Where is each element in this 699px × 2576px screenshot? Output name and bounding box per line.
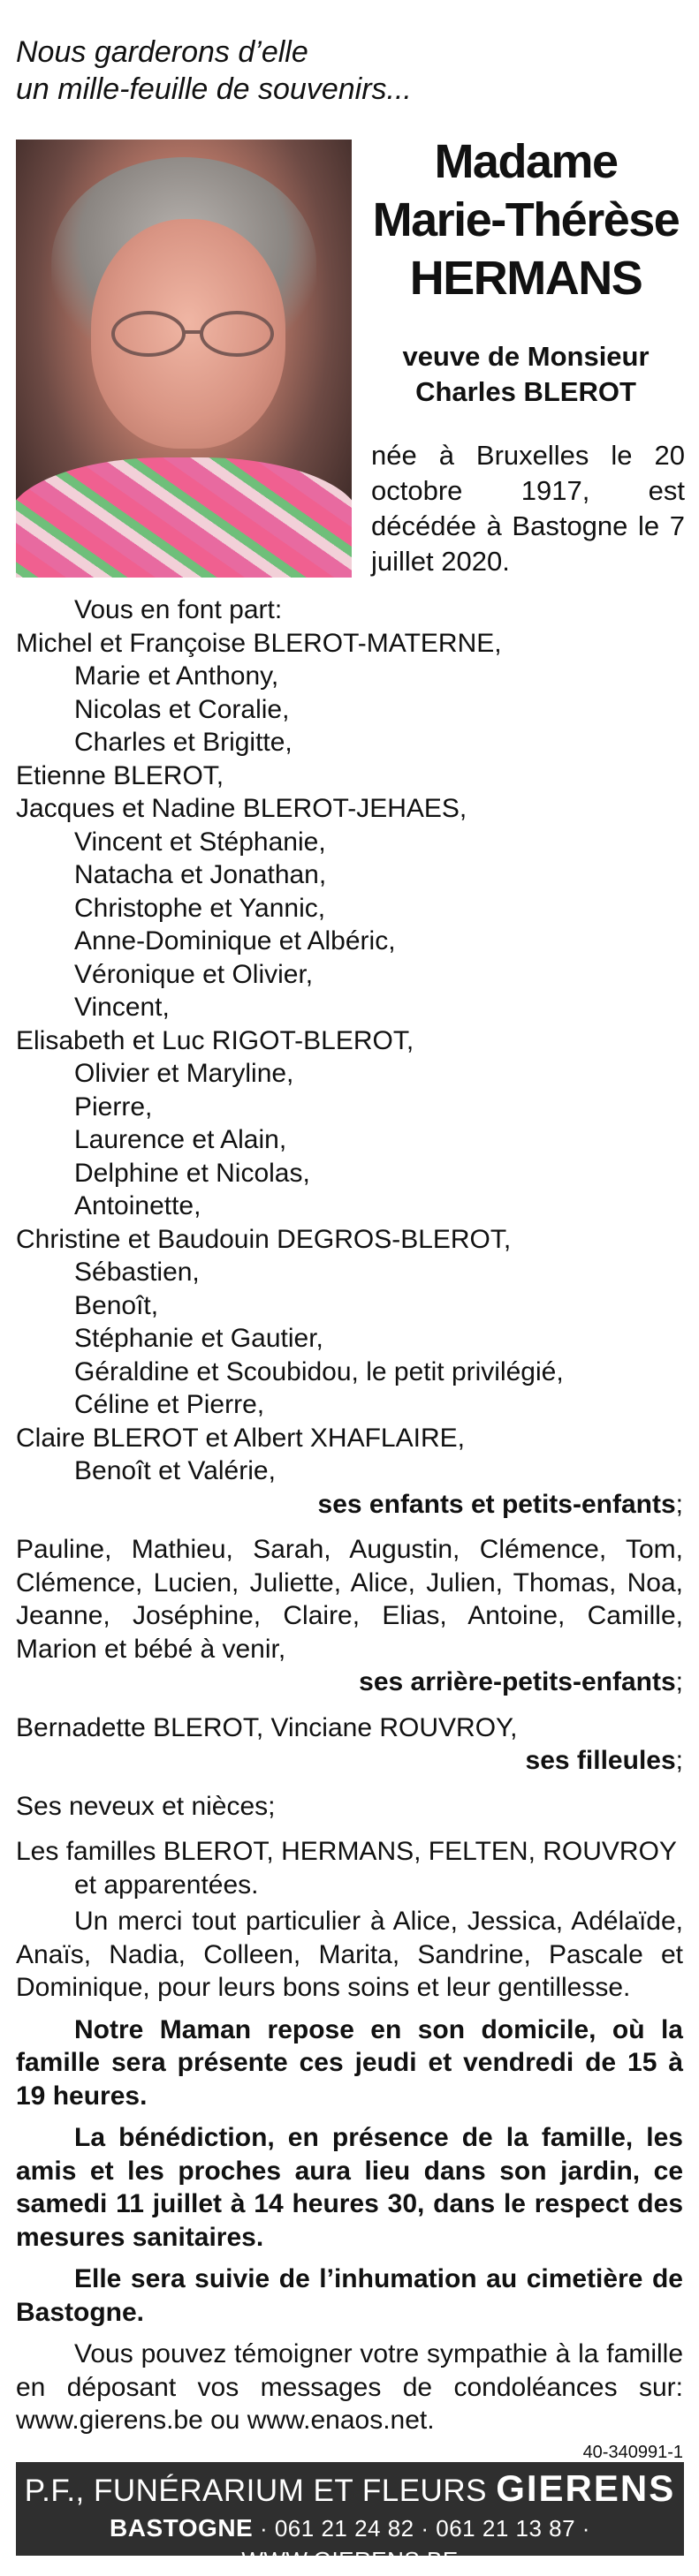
great-grandchildren-list: Pauline, Mathieu, Sarah, Augustin, Clémence, Tom, Clémence, Lucien, Juliette, Alice, Julien, Thomas, Noa, Jeanne, Joséphine, Claire, Elias, Antoine, Camille, Marion et bébé à venir,	[16, 1535, 683, 1664]
quote-line-1: Nous garderons d’elle	[16, 35, 308, 69]
family-member-line: Véronique et Olivier,	[74, 959, 314, 989]
footer-line-2	[16, 2512, 684, 2576]
footer-prefix: P.F., FUNÉRARIUM ET FLEURS	[24, 2474, 487, 2508]
widow-line-1: veuve de Monsieur	[402, 341, 650, 372]
reference-number: 40-340991-1	[582, 2442, 683, 2462]
family-member-line: Stéphanie et Gautier,	[74, 1324, 323, 1353]
widow-of	[362, 339, 689, 410]
family-member-line: Marie et Anthony,	[74, 661, 279, 691]
footer-contacts: · 061 21 24 82 · 061 21 13 87 · WWW.GIERENS.BE	[241, 2515, 590, 2573]
funeral-home-footer	[16, 2462, 684, 2573]
quote-line-2: un mille-feuille de souvenirs...	[16, 72, 412, 106]
blessing-paragraph: La bénédiction, en présence de la famille, les amis et les proches aura lieu dans son jardin, ce samedi 11 juillet à 14 heures 30, dans le respect des mesures sanitaires.	[16, 2123, 683, 2252]
family-member-line: Antoinette,	[74, 1191, 201, 1220]
family-member-line: Céline et Pierre,	[74, 1390, 265, 1419]
family-member-line: Géraldine et Scoubidou, le petit privilégié,	[74, 1356, 564, 1386]
family-member-line: Michel et Françoise BLEROT-MATERNE,	[16, 628, 502, 658]
header-quote	[16, 34, 475, 108]
condolences-paragraph: Vous pouvez témoigner votre sympathie à la famille en déposant vos messages de condoléances sur: www.gierens.be ou www.enaos.net.	[16, 2339, 683, 2435]
family-member-line: Sébastien,	[74, 1258, 200, 1287]
portrait-photo	[16, 140, 352, 578]
goddaughters-label: ses filleules;	[525, 1746, 683, 1775]
great-grandchildren-label: ses arrière-petits-enfants;	[359, 1667, 683, 1696]
goddaughters-list: Bernadette BLEROT, Vinciane ROUVROY,	[16, 1712, 518, 1742]
family-member-line: Laurence et Alain,	[74, 1125, 287, 1154]
family-member-line: Olivier et Maryline,	[74, 1059, 294, 1088]
family-member-line: Pierre,	[74, 1092, 153, 1122]
footer-brand: GIERENS	[496, 2467, 676, 2509]
widow-line-2: Charles BLEROT	[415, 376, 636, 407]
family-member-line: Benoît et Valérie,	[74, 1456, 276, 1485]
family-member-line: Benoît,	[74, 1290, 159, 1320]
family-member-line: Etienne BLEROT,	[16, 760, 224, 790]
family-list	[16, 627, 683, 1488]
family-member-line: Vincent et Stéphanie,	[74, 827, 326, 857]
family-member-line: Vincent,	[74, 993, 170, 1022]
thanks-paragraph: Un merci tout particulier à Alice, Jessica, Adélaïde, Anaïs, Nadia, Colleen, Marita, Sandrine, Pascale et Dominique, pour leurs bons soins et leur gentillesse.	[16, 1907, 683, 2002]
nephews-line: Ses neveux et nièces;	[16, 1791, 276, 1821]
family-member-line: Anne-Dominique et Albéric,	[74, 926, 396, 956]
families-line-2: et apparentées.	[74, 1870, 259, 1900]
burial-paragraph: Elle sera suivie de l’inhumation au cimetière de Bastogne.	[16, 2264, 683, 2327]
children-label: ses enfants et petits-enfants;	[317, 1489, 683, 1519]
family-member-line: Elisabeth et Luc RIGOT-BLEROT,	[16, 1025, 414, 1055]
rest-paragraph: Notre Maman repose en son domicile, où la famille sera présente ces jeudi et vendredi de 15 à 19 heures.	[16, 2014, 683, 2111]
birth-death-text: née à Bruxelles le 20 octobre 1917, est décédée à Bastogne le 7 juillet 2020.	[371, 440, 685, 577]
deceased-title: Madame	[434, 135, 618, 188]
announcement-body	[16, 593, 683, 2466]
family-member-line: Christophe et Yannic,	[74, 893, 326, 923]
family-member-line: Natacha et Jonathan,	[74, 860, 327, 889]
deceased-last-name: HERMANS	[409, 252, 642, 305]
glasses-drawing	[109, 307, 277, 360]
footer-city: BASTOGNE	[110, 2514, 254, 2542]
deceased-first-name: Marie-Thérèse	[372, 193, 680, 246]
family-member-line: Nicolas et Coralie,	[74, 694, 290, 724]
family-member-line: Claire BLEROT et Albert XHAFLAIRE,	[16, 1423, 465, 1453]
family-intro: Vous en font part:	[74, 595, 283, 624]
families-line-1: Les familles BLEROT, HERMANS, FELTEN, ROUVROY	[16, 1837, 677, 1866]
deceased-name	[362, 132, 689, 307]
family-member-line: Jacques et Nadine BLEROT-JEHAES,	[16, 794, 467, 823]
family-member-line: Charles et Brigitte,	[74, 728, 293, 757]
footer-line-1	[16, 2462, 684, 2512]
family-member-line: Christine et Baudouin DEGROS-BLEROT,	[16, 1224, 512, 1254]
family-member-line: Delphine et Nicolas,	[74, 1158, 310, 1188]
